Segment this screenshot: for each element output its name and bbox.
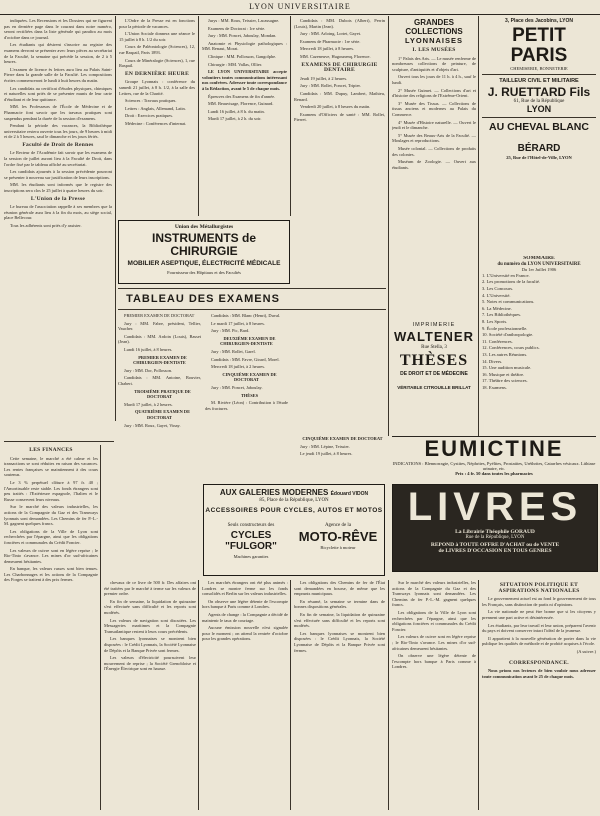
paragraph: PREMIER EXAMEN DE DOCTORAT <box>124 313 195 318</box>
paragraph: Examens de Pharmacie : 1re série. <box>300 38 361 44</box>
sommaire-item: 4. L'Université. <box>482 292 511 298</box>
paragraph: Les obligations de la Ville de Lyon sont recherchées par l'épargne, ainsi que les obligations foncières et communales du Crédit Foncier. <box>392 609 476 632</box>
paragraph: L'examen de licence ès lettres aura lieu au Palais Saint-Pierre dans la grande salle de la Faculté. Les compositions écrites commenceront le lundi à huit heures du matin. <box>4 66 112 83</box>
paragraph: TROISIÈME PRATIQUE DE DOCTORAT <box>134 388 191 400</box>
paragraph: Le mardi 17 juillet, à 8 heures. <box>211 320 265 326</box>
ad-line: 85, Place de la République, LYON <box>259 498 329 503</box>
column-rule <box>290 16 291 216</box>
paragraph: Les obligations de la Ville de Lyon sont recherchées par l'épargne, ainsi que les obligations foncières et communales du Crédit Foncier. <box>4 528 98 545</box>
section-heading: SITUATION POLITIQUE ET ASPIRATIONS NATIONALES <box>498 582 580 594</box>
paragraph: Les marchés étrangers ont été plus animés : Londres se montre ferme sur les fonds consolidés et Berlin sur les valeurs industrielles. <box>202 580 288 597</box>
section-heading: EN DERNIÈRE HEURE <box>124 70 190 77</box>
paragraph: Les valeurs d'électricité poursuivent leur mouvement de reprise ; la Société Grenobloise et l'Énergie Électrique sont en hausse. <box>104 655 196 672</box>
ad-line: 61, Rue de la République <box>513 99 565 104</box>
paragraph: La vie nationale ne peut être bonne que si les citoyens y prennent une part active et désintéressée. <box>482 609 596 620</box>
paragraph: MM. les Professeurs de l'École de Médecine et de Pharmacie font savoir que les travaux pratiques sont suspendus pendant la durée de la session d'examens. <box>4 104 112 121</box>
ad-headline: PETIT PARIS <box>510 25 568 66</box>
sommaire-item: 13. Les autres Réunions. <box>482 351 528 357</box>
ad-line: ACCESSOIRES POUR CYCLES, AUTOS ET MOTOS <box>205 507 383 514</box>
section-heading: CORRESPONDANCE. <box>509 659 569 666</box>
paragraph: Aucune émission nouvelle n'est signalée pour le moment ; on attend la rentrée d'octobre pour les grandes opérations. <box>202 625 288 642</box>
paragraph: En fin de semaine, la liquidation de quinzaine s'est effectuée sans difficulté et les reports sont modérés. <box>104 598 196 615</box>
paragraph: CINQUIÈME EXAMEN DE DOCTORAT <box>302 436 383 441</box>
ad-line: Prix : 4 fr. 50 dans toutes les pharmacies <box>455 471 533 476</box>
sommaire-item: 11. Conférences. <box>482 338 513 344</box>
section-subtitle: LYONNAISES <box>404 36 464 45</box>
paragraph: Ouvert tous les jours de 11 h. à 4 h., sauf le lundi. <box>392 74 476 85</box>
paragraph: Mardi 17 juillet, à 2 heures. <box>124 401 173 407</box>
page-header <box>0 0 600 15</box>
paragraph: MM. les étudiants sont informés que le registre des inscriptions sera clos le 25 juillet à quatre heures du soir. <box>4 182 112 194</box>
ad-headline: INSTRUMENTS de CHIRURGIE <box>151 231 256 258</box>
paragraph: MM. Beauvisage, Florence, Guinard. <box>208 101 274 107</box>
column-3 <box>202 18 287 213</box>
paragraph: Jury : MM. Poncet, Jaboulay, Mondan. <box>208 33 277 39</box>
paragraph: Tous les adhérents sont priés d'y assister. <box>10 223 82 228</box>
ad-line: Fournisseur des Hôpitaux et des Facultés <box>167 270 241 275</box>
tableau-title: TABLEAU DES EXAMENS <box>126 293 280 305</box>
paragraph: Le bureau de l'association rappelle à ses membres que la réunion générale aura lieu à la fin du mois, au siège social, place Bellecour. <box>4 204 112 221</box>
tableau-column-3 <box>294 436 385 476</box>
ad-line: CHEMISERIE, BONNETERIE <box>510 66 568 71</box>
paragraph: Mercredi 18 juillet, à 2 heures. <box>211 364 266 370</box>
section-heading: L'Union de la Presse <box>30 195 86 202</box>
section-heading: Faculté de Droit de Rennes <box>22 141 94 148</box>
notice-box: LE LYON UNIVERSITAIRE accepte volontiers toutes communications intéressant nos confrères. Adresser toute correspondance à la Rédaction, avant le 5 de chaque mois. <box>202 69 287 91</box>
column-rule <box>290 580 291 810</box>
section-rule <box>118 309 386 310</box>
paragraph: 3° Musée des Tissus. — Collections de tissus anciens et modernes au Palais du Commerce. <box>392 100 476 117</box>
paragraph: Lundi 16 juillet, à 8 heures. <box>124 346 173 352</box>
paragraph: Les candidats au certificat d'études physiques, chimiques et naturelles sont priés de se présenter munis de leur carte d'étudiant et de leur quittance. <box>4 85 112 102</box>
paragraph: Jury : MM. Dor, Pollosson. <box>124 367 173 373</box>
paragraph: L'Ordre de la Presse est en fonctions pour la période de vacances. <box>119 18 195 29</box>
paragraph: 1° Palais des Arts. — Le musée renferme de nombreuses collections de peinture, de sculpture, d'antiquités et d'objets d'art. <box>392 55 476 72</box>
ad-line: Seuls constructeurs des <box>227 523 275 528</box>
livres-ad <box>392 484 598 572</box>
paragraph: Médecine : Conférences d'internat. <box>125 120 187 126</box>
paragraph: Muséum de Zoologie. — Ouvert aux étudiants. <box>392 159 476 170</box>
paragraph: Jury : MM. Poncet, Jaboulay. <box>211 384 263 390</box>
date: Du 1er Juillet 1906 <box>521 267 557 273</box>
paragraph: Le Recteur de l'Académie fait savoir que les examens de la session de juillet auront lieu à la Faculté de Droit, dans l'ordre fixé par le tableau affiché au secrétariat. <box>4 150 112 167</box>
paragraph: Le jeudi 19 juillet, à 8 heures. <box>300 451 353 457</box>
section-heading: I. LES MUSÉES <box>412 47 456 53</box>
paragraph: Mardi 17 juillet, à 2 h. du soir. <box>208 116 262 122</box>
paragraph: Les valeurs de cuivre sont en légère reprise ; le Rio-Tinto s'avance. Les mines d'or sud-africaines demeurent hésitantes. <box>392 634 476 651</box>
section-heading: EXAMENS DE CHIRURGIE DENTAIRE <box>301 61 378 74</box>
ad-line: Union des Métallurgistes <box>174 224 234 230</box>
sommaire-item: 5. Notes et communications. <box>482 299 535 305</box>
paragraph: QUATRIÈME EXAMEN DE DOCTORAT <box>134 409 191 420</box>
paragraph: chevaux de ce livre de 500 fr. Des affaires ont été traitées par le marché à terme sur les valeurs de premier ordre. <box>104 580 196 597</box>
paragraph: Examens de Doctorat : 1re série. <box>208 25 266 31</box>
paragraph: Candidats : MM. Antoine, Bouvier, Chabert. <box>118 375 201 386</box>
paragraph: Candidats : MM. Favre, Girard, Morel. <box>211 356 280 362</box>
paragraph: Cours de Paléontologie (Sciences), 12, rue Raspail, Paris 1893. <box>119 44 195 55</box>
sommaire-item: 6. La Médecine. <box>482 305 512 311</box>
sommaire-item: 18. Examens. <box>482 384 507 390</box>
column-8 <box>392 580 476 810</box>
ad-line: Bicyclette à moteur <box>320 545 356 550</box>
ad-line: 25, Rue de l'Hôtel-de-Ville, LYON <box>506 155 572 160</box>
cycles-ad <box>203 484 385 576</box>
section-rule <box>118 288 386 289</box>
paragraph: Cours de Minéralogie (Sciences), 1, rue Raspail. <box>119 57 195 69</box>
paragraph: Vendredi 20 juillet, à 8 heures du matin. <box>300 104 371 110</box>
column-rule <box>388 16 389 436</box>
paragraph: M. Rivière (Léon) : Contribution à l'étude des fractures. <box>205 400 288 411</box>
ad-headline: EUMICTINE <box>424 436 564 461</box>
paragraph: Jury : MM. Arloing, Lortet, Gayet. <box>300 31 362 37</box>
section-heading: LES FINANCES <box>29 447 73 453</box>
paragraph: Jury : MM. Lépine, Teissier. <box>300 443 350 449</box>
paragraph: Les banques lyonnaises se montrent bien disposées : le Crédit Lyonnais, la Société Lyonnaise de Dépôts et la Banque Privée sont fermes. <box>294 630 385 653</box>
paragraph: Sciences : Travaux pratiques. <box>125 98 177 104</box>
sommaire-item: 14. Divers. <box>482 358 503 364</box>
ad-line: IMPRIMERIE <box>412 322 456 328</box>
paragraph: Le gouvernement actuel est au fond le gouvernement de tous les Français, sans distinction de partis ni d'opinions. <box>482 596 596 607</box>
ad-headline: THÈSES <box>399 352 469 369</box>
grandes-collections <box>392 18 476 318</box>
column-6 <box>202 580 288 810</box>
paragraph: THÈSES <box>240 392 259 398</box>
sommaire <box>482 256 596 434</box>
sommaire-item: 12. Conférences, cours publics. <box>482 345 540 351</box>
paragraph: Épreuves des Examens de fin d'année. <box>208 93 276 99</box>
column-5 <box>104 580 196 810</box>
paragraph: Pendant la période des vacances, la Bibliothèque universitaire restera ouverte tous les jours, de 9 heures à midi et de 2 à 5 heures, sauf le dimanche et les jours fériés. <box>4 123 112 140</box>
ad-line: DE DROIT ET DE MÉDECINE <box>400 371 468 377</box>
paragraph: Sur le marché des valeurs industrielles, les actions de la Compagnie du Gaz et des Tramways lyonnais sont demandées. Les Chemins de fer P.-L.-M. gagnent quelques francs. <box>392 580 476 608</box>
ad-headline: CYCLES "FULGOR" <box>225 530 277 552</box>
paragraph: Les banques lyonnaises se montrent bien disposées : le Crédit Lyonnais, la Société Lyonnaise de Dépôts et la Banque Privée sont fermes. <box>104 636 196 653</box>
paragraph: Les valeurs de cuivre sont en légère reprise ; le Rio-Tinto s'avance. Les mines d'or sud-africaines demeurent hésitantes. <box>4 547 98 564</box>
ad-headline: MOTO-RÊVE <box>298 529 378 544</box>
paragraph: Chirurgie : MM. Vallas, Ollier. <box>208 61 263 67</box>
paragraph: PREMIER EXAMEN DE CHIRURGIEN-DENTISTE <box>133 354 187 366</box>
situation-politique <box>482 580 596 810</box>
paragraph: 5° Musée des Beaux-Arts de la Faculté. — Moulages et reproductions. <box>392 132 476 144</box>
paragraph: Lettres : Anglais, Allemand, Latin. <box>125 105 186 111</box>
sommaire-item: 10. Société d'anthropologie. <box>482 332 534 338</box>
paragraph: Candidats : MM. Blanc (Henri), Duval. <box>211 313 281 318</box>
paragraph: indiquées. Les Recensions et les Dossiers qui ne figurent pas en dernière page dans le courant dans notre numéro, seront rectifiées dans la liste générale qui paraîtra au mois d'octobre dans ce journal. <box>4 18 112 40</box>
paragraph: L'Union Sociale donnera une séance le 15 juillet à 8 h. 1/2 du soir. <box>119 31 195 42</box>
paragraph: Anatomie et Physiologie pathologiques : MM. Renaut, Morat. <box>202 40 287 52</box>
ad-headline: BÉRARD <box>517 143 561 154</box>
instruments-ad <box>118 220 290 284</box>
ad-line: Agence de la <box>324 523 352 528</box>
paragraph: On observe une légère détente de l'escompte hors banque à Paris comme à Londres. <box>392 653 476 670</box>
sommaire-item: 3. Les Concours. <box>482 285 514 291</box>
paragraph: Candidats : MM. Ardoin (Louis), Basset (Jean). <box>118 333 201 345</box>
column-rule <box>478 580 479 810</box>
column-rule <box>198 580 199 810</box>
ad-line: Édouard VIDON <box>330 491 369 497</box>
sommaire-item: 17. Théâtre des sciences. <box>482 378 528 384</box>
column-1 <box>4 18 112 438</box>
paragraph: Examens d'Officiers de santé : MM. Rollet, Pierret. <box>294 111 385 123</box>
ad-line: Rue Stella, 3 <box>421 345 447 350</box>
paragraph: En banque, les valeurs russes sont bien tenues. Les Charbonnages et les actions de la Compagnie des Forges se traitent à des prix fermes. <box>4 566 98 583</box>
paragraph: Il appartient à la nouvelle génération de porter dans la vie publique les qualités de méthode et de probité acquises à l'école. <box>482 635 596 647</box>
ad-line: Rue de la République, LYON <box>465 535 525 540</box>
section-heading: SOMMAIRE <box>523 256 555 261</box>
ad-line: REPOND à TOUTE OFFRE D'ACHAT ou de VENTE <box>430 542 560 548</box>
sommaire-item: 1. L'Université en France. <box>482 272 530 278</box>
ad-line: 3, Place des Jacobins, LYON <box>505 18 573 24</box>
sommaire-item: 8. Les Sports. <box>482 318 508 324</box>
ad-line: TAILLEUR CIVIL ET MILITAIRE <box>499 78 579 84</box>
ad-line: MOBILIER ASEPTIQUE, ÉLECTRICITÉ MÉDICALE <box>127 260 281 267</box>
paragraph: En fin de semaine, la liquidation de quinzaine s'est effectuée sans difficulté et les reports sont modérés. <box>294 611 385 629</box>
ad-line: INDICATIONS : Blennorragie, Cystites, Néphrites, Pyélites, Prostatites, Uréthrites, Catarrhes vésicaux. Lithiase urinaire, etc. <box>392 461 596 471</box>
continued-note: (A suivre.) <box>576 648 596 654</box>
paragraph: On observe une légère détente de l'escompte hors banque à Paris comme à Londres. <box>202 598 288 610</box>
eumictine-ad <box>392 436 596 477</box>
paragraph: Groupe Lyonnais : conférence du samedi 21 juillet, à 8 h. 1/2, à la salle des Lettres, rue de la Charité. <box>119 79 195 96</box>
ad-line: Machines garanties <box>233 554 269 559</box>
section-subtitle: du numéro du LYON UNIVERSITAIRE <box>497 261 581 267</box>
ad-headline: AU CHEVAL BLANC <box>489 121 589 133</box>
ad-line: LYON <box>526 104 552 114</box>
sommaire-item: 15. Une audition musicale. <box>482 365 532 371</box>
ad-headline: J. RUETTARD Fils <box>487 85 591 99</box>
paragraph: Les étudiants, par leur travail et leur union, préparent l'avenir du pays et doivent conserver intact l'idéal de la jeunesse. <box>482 622 596 634</box>
paragraph: DEUXIÈME EXAMEN DE CHIRURGIEN-DENTISTE <box>220 335 276 347</box>
tableau-column-1 <box>118 313 201 483</box>
ad-line: VÉRITABLE CITROUILLE BRILLAT <box>397 385 471 390</box>
column-rule <box>478 16 479 436</box>
column-rule <box>198 16 199 216</box>
paragraph: Jury : MM. Rollet, Garel. <box>211 348 256 354</box>
ad-line: de LIVRES D'OCCASION EN TOUS GENRES <box>438 548 552 554</box>
paragraph: CINQUIÈME EXAMEN DE DOCTORAT <box>222 371 277 383</box>
paragraph: Les étudiants qui désirent s'inscrire au registre des examens devront se présenter avec leurs pièces au secrétariat de la Faculté, la semaine qui précède la session, de 2 à 5 heures. <box>4 42 112 65</box>
paragraph: Cette semaine, le marché a été calme et les transactions se sont réduites en raison des vacances. Les rentes françaises se maintiennent à des cours soutenus. <box>4 455 98 478</box>
column-rule <box>100 445 101 810</box>
paragraph: Jurys : MM. Roux, Teissier, Lacassagne. <box>208 18 280 23</box>
column-4 <box>294 18 385 430</box>
paragraph: Nous prions nos lecteurs de bien vouloir nous adresser toute communication avant le 25 de chaque mois. <box>482 668 596 679</box>
sommaire-item: 7. Les Bibliothèques. <box>482 312 522 318</box>
paragraph: Mercredi 18 juillet, à 8 heures. <box>300 46 355 52</box>
sommaire-item: 9. École professionnelle. <box>482 325 528 331</box>
paragraph: Jury : MM. Pic, Bard. <box>211 328 250 334</box>
paragraph: Sur le marché des valeurs industrielles, les actions de la Compagnie du Gaz et des Tramways lyonnais sont demandées. Les Chemins de fer P.-L.-M. gagnent quelques francs. <box>4 504 98 527</box>
paragraph: 2° Musée Guimet. — Collections d'art et d'histoire des religions de l'Extrême-Orient. <box>392 87 476 99</box>
paragraph: Musée colonial. — Collections de produits des colonies. <box>392 145 476 157</box>
paragraph: Jury : MM. Fabre, président, Tellier, Vaucher. <box>118 320 201 332</box>
paragraph: Droit : Exercices pratiques. <box>125 113 174 119</box>
paragraph: Les valeurs de navigation sont discutées. Les Messageries maritimes et la Compagnie Transatlantique restent à leurs cours précédents. <box>104 617 196 634</box>
paragraph: Agents de change : la Compagnie a décidé de maintenir le taux de courtage. <box>202 611 288 623</box>
ad-line: AUX GALERIES MODERNES <box>219 488 329 497</box>
ad-headline: LIVRES <box>407 485 583 529</box>
ad-line: La Librairie Théophile GORAUD <box>455 529 535 535</box>
paragraph: Jeudi 19 juillet, à 2 heures. <box>300 75 348 81</box>
paragraph: Lundi 16 juillet, à 8 h. du matin. <box>208 108 265 114</box>
paragraph: Candidats : MM. Dupuy, Lambert, Mathieu, Renard. <box>294 90 385 102</box>
paragraph: 4° Musée d'Histoire naturelle. — Ouvert le jeudi et le dimanche. <box>392 119 476 131</box>
sommaire-item: 2. Les promotions de la faculté. <box>482 279 541 285</box>
sommaire-list <box>482 273 596 392</box>
waltener-ad <box>392 322 476 432</box>
right-ads <box>482 18 596 248</box>
paragraph: Le 3 % perpétuel clôture à 97 fr. 40 ; l'Amortissable reste stable. Les fonds étrangers sont peu traités : l'Extérieure espagnole, l'Italien et le Russe conservent leurs niveaux. <box>4 479 98 502</box>
paragraph: Candidats : MM. Dubois (Albert), Perrin (Louis), Martin (Jean). <box>294 18 385 29</box>
tableau-column-2 <box>205 313 288 483</box>
column-rule <box>388 580 389 810</box>
paragraph: Clinique : MM. Pollosson, Gangolphe. <box>208 53 277 59</box>
column-rule <box>115 16 116 421</box>
paragraph: Jury : MM. Roux, Gayet, Vinay. <box>124 422 181 428</box>
page-title: LYON UNIVERSITAIRE <box>249 2 351 11</box>
paragraph: Jury : MM. Rollet, Poncet, Tripier. <box>300 83 361 89</box>
sommaire-item: 16. Musique et théâtre. <box>482 371 525 377</box>
finances-column <box>4 445 98 810</box>
section-title: GRANDES COLLECTIONS <box>405 18 463 36</box>
paragraph: Les candidats ajournés à la session précédente pourront se présenter à nouveau sur justification de leurs inscriptions. <box>4 169 112 180</box>
paragraph: En résumé, la semaine se termine dans de bonnes dispositions générales. <box>294 598 385 610</box>
column-2 <box>119 18 195 213</box>
paragraph: MM. Cazeneuve, Hugounenq, Florence. <box>300 53 371 59</box>
column-7 <box>294 580 385 810</box>
paragraph: Les obligations des Chemins de fer de l'État sont demandées en bourse, de même que les emprunts municipaux. <box>294 580 385 597</box>
ad-headline: WALTENER <box>394 329 474 344</box>
section-rule <box>4 441 114 442</box>
